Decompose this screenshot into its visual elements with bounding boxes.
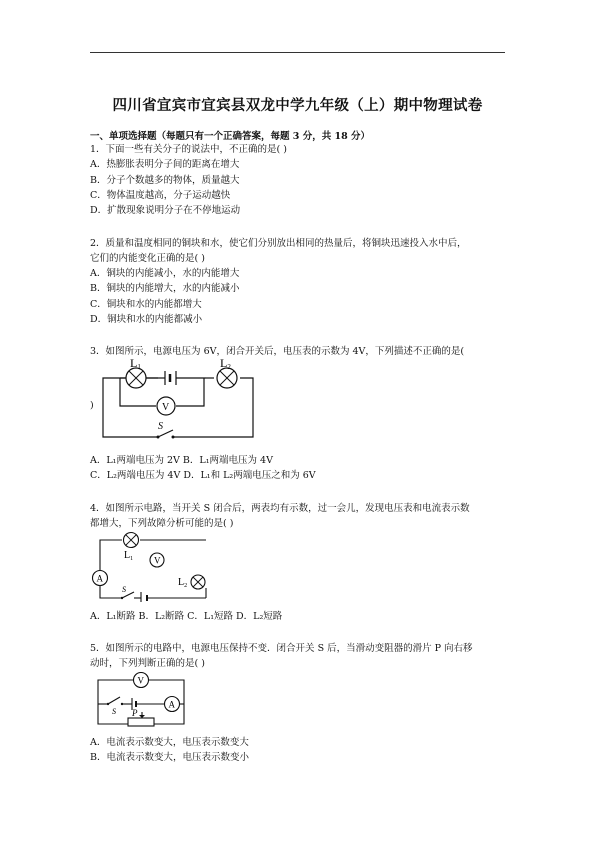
q3-options-line1: A．L₁两端电压为 2V B．L₁两端电压为 4V xyxy=(90,455,273,466)
q4-switch-label: S xyxy=(122,585,126,594)
q1-option-a: A．热膨胀表明分子间的距离在增大 xyxy=(90,159,240,170)
q3-options-line2: C．L₂两端电压为 4V D．L₁和 L₂两端电压之和为 6V xyxy=(90,470,316,481)
q3-stem-end: ) xyxy=(90,400,94,411)
q1-option-b: B．分子个数越多的物体，质量越大 xyxy=(90,175,240,186)
q5-option-a: A．电流表示数变大，电压表示数变大 xyxy=(90,737,249,748)
q5-circuit-diagram xyxy=(92,672,192,732)
q4-options: A．L₁断路 B．L₂断路 C．L₁短路 D．L₂短路 xyxy=(90,611,283,622)
q2-option-d: D．铜块和水的内能都减小 xyxy=(90,314,203,325)
q5-option-b: B．电流表示数变大，电压表示数变小 xyxy=(90,752,249,763)
switch-icon xyxy=(107,697,123,705)
bulb-l1-icon xyxy=(124,533,139,548)
q1-option-c: C．物体温度越高，分子运动越快 xyxy=(90,190,231,201)
bulb-l2-icon xyxy=(191,575,205,589)
q4-stem-line1: 4．如图所示电路，当开关 S 闭合后，两表均有示数，过一会儿，发现电压表和电流表示数 xyxy=(90,503,470,514)
rheostat-icon xyxy=(128,718,154,726)
q4-voltmeter-label: V xyxy=(154,555,161,566)
l1-label: L1 xyxy=(130,358,141,371)
voltmeter-label: V xyxy=(162,402,170,413)
q3-circuit-diagram xyxy=(98,358,263,442)
q4-stem-line2: 都增大，下列故障分析可能的是( ) xyxy=(90,518,234,529)
switch-label: S xyxy=(158,421,163,432)
q5-slider-label: P xyxy=(132,708,138,718)
bulb-l1-icon xyxy=(126,368,146,388)
q5-voltmeter-label: V xyxy=(137,675,144,686)
q3-stem: 3．如图所示，电源电压为 6V，闭合开关后，电压表的示数为 4V，下列描述不正确的是( xyxy=(90,346,465,357)
q2-option-c: C．铜块和水的内能都增大 xyxy=(90,299,202,310)
q5-stem-line2: 动时，下列判断正确的是( ) xyxy=(90,658,205,669)
q5-ammeter-label: A xyxy=(168,699,175,710)
q2-stem-line2: 它们的内能变化正确的是( ) xyxy=(90,253,205,264)
header-rule xyxy=(90,52,505,53)
exam-title: 四川省宜宾市宜宾县双龙中学九年级（上）期中物理试卷 xyxy=(112,97,483,114)
q4-l1-label: $L_1$ xyxy=(124,550,134,562)
q2-stem-line1: 2．质量和温度相同的铜块和水，使它们分别放出相同的热量后，将铜块迅速投入水中后， xyxy=(90,238,467,249)
q1-option-d: D．扩散现象说明分子在不停地运动 xyxy=(90,205,241,216)
section-heading: 一、单项选择题（每题只有一个正确答案，每题 3 分，共 18 分） xyxy=(90,131,371,142)
q5-switch-label: S xyxy=(112,707,116,716)
l2-label: L2 xyxy=(220,358,231,371)
q2-option-b: B．铜块的内能增大，水的内能减小 xyxy=(90,283,240,294)
bulb-l2-icon xyxy=(217,368,237,388)
q4-l2-label: $L_2$ xyxy=(178,577,188,589)
q1-stem: 1．下面一些有关分子的说法中，不正确的是( ) xyxy=(90,144,287,155)
q2-option-a: A．铜块的内能减小，水的内能增大 xyxy=(90,268,240,279)
q4-ammeter-label: A xyxy=(96,573,103,584)
q5-stem-line1: 5．如图所示的电路中，电源电压保持不变．闭合开关 S 后，当滑动变阻器的滑片 P 向右移 xyxy=(90,643,473,654)
q4-circuit-diagram xyxy=(88,530,213,602)
